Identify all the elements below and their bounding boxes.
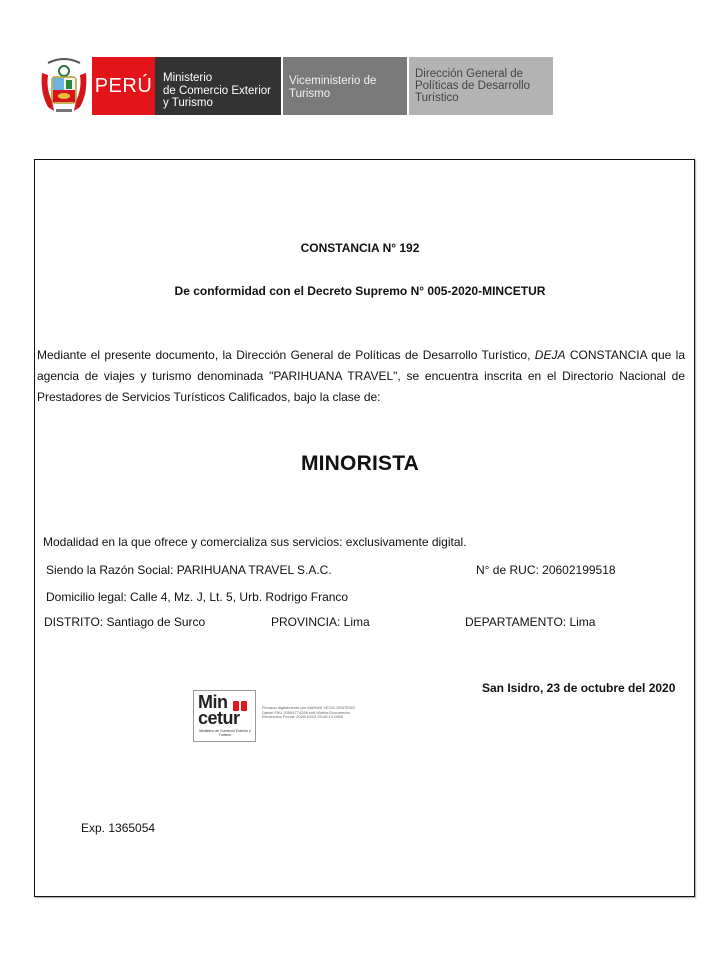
vice-ministry-line: Turismo (289, 87, 331, 100)
address-text: Domicilio legal: Calle 4, Mz. J, Lt. 5, Urb. Rodrigo Franco (46, 590, 349, 604)
digital-signature-text: Firmado digitalmente por MARAVI VEGA CENTENO Daniel FAU 20504774288 soft Motivo:Documento Electrónico Fecha: 2020/10/23 20:40:13-0500 (262, 705, 356, 719)
department-text: DEPARTAMENTO: Lima (465, 615, 596, 629)
place-date: San Isidro, 23 de octubre del 2020 (482, 681, 676, 695)
vice-ministry-line: Viceministerio de (289, 75, 377, 87)
logo-text-cetur: cetur (198, 708, 240, 728)
directorate-box (409, 57, 553, 115)
classification-label: MINORISTA (300, 452, 420, 475)
ruc-text: N° de RUC: 20602199518 (476, 563, 616, 577)
district-text: DISTRITO: Santiago de Surco (44, 615, 206, 629)
logo-caption: Ministerio de Comercio Exterior y Turismo (199, 729, 251, 737)
peru-brand-box (92, 57, 155, 115)
body-text-italic: DEJA (534, 348, 566, 362)
body-paragraph (37, 345, 685, 408)
expedient-number: Exp. 1365054 (81, 821, 156, 835)
ministry-box (155, 57, 281, 115)
country-label: PERÚ (94, 74, 153, 97)
ministry-line: y Turismo (163, 97, 213, 109)
mincetur-logo (193, 690, 256, 742)
directorate-line: Turístico (415, 92, 459, 104)
peru-coat-of-arms-icon (38, 57, 90, 115)
business-name-text: Siendo la Razón Social: PARIHUANA TRAVEL S.A.C. (46, 563, 332, 577)
directorate-line: Políticas de Desarrollo (415, 80, 531, 92)
province-text: PROVINCIA: Lima (271, 615, 370, 629)
document-subtitle: De conformidad con el Decreto Supremo N° 005-2020-MINCETUR (174, 284, 546, 298)
ministry-line: Ministerio (163, 72, 213, 84)
logo-text-min: Min (198, 692, 228, 712)
body-text-part1: Mediante el presente documento, la Dirección General de Políticas de Desarrollo Turístico, (37, 348, 535, 362)
document-frame (34, 159, 695, 897)
document-title: CONSTANCIA N° 192 (300, 241, 420, 255)
directorate-line: Dirección General de (415, 68, 524, 80)
body-text-part2: CONSTANCIA que la agencia de viajes y turismo denominada "PARIHUANA TRAVEL", se encuentra inscrita en el Directorio Nacional de Prestadores de Servicios Turísticos Calificados, bajo la clase de: (37, 348, 686, 404)
modality-text: Modalidad en la que ofrece y comercializa sus servicios: exclusivamente digital. (43, 535, 467, 549)
ministry-line: de Comercio Exterior (163, 84, 272, 97)
vice-ministry-box (283, 57, 407, 115)
